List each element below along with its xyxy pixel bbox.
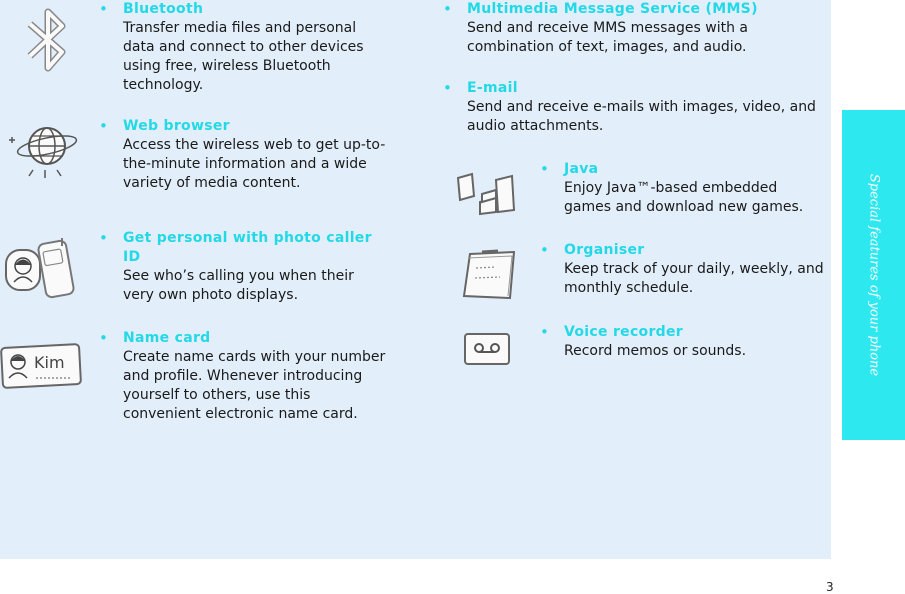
- side-tab-label: Special features of your phone: [866, 173, 881, 377]
- bullet: •: [99, 329, 108, 347]
- bullet: •: [99, 229, 108, 247]
- bullet: •: [540, 160, 549, 178]
- feature-description: Keep track of your daily, weekly, and monthly schedule.: [564, 261, 824, 296]
- feature-bluetooth: [99, 0, 388, 95]
- feature-title: Bluetooth: [123, 1, 204, 17]
- feature-email: [443, 79, 822, 136]
- globe-icon: [5, 122, 80, 186]
- feature-photo-caller-id: [99, 229, 388, 305]
- feature-mms: [443, 0, 822, 57]
- bullet: •: [443, 79, 452, 97]
- name-card-text: Kim: [34, 353, 65, 372]
- bullet: •: [443, 0, 452, 18]
- feature-title: Web browser: [123, 118, 230, 134]
- organiser-icon: [460, 246, 522, 306]
- feature-description: Send and receive e-mails with images, video, and audio attachments.: [467, 99, 816, 134]
- feature-voice-recorder: [540, 323, 826, 361]
- feature-web-browser: [99, 117, 388, 193]
- side-tab: [842, 110, 905, 440]
- feature-description: Enjoy Java™-based embedded games and download new games.: [564, 180, 804, 215]
- photo-caller-id-icon: [4, 236, 80, 306]
- feature-name-card: [99, 329, 388, 424]
- feature-description: Send and receive MMS messages with a combination of text, images, and audio.: [467, 20, 748, 55]
- feature-organiser: [540, 241, 826, 298]
- feature-description: See who’s calling you when their very own photo displays.: [123, 268, 354, 303]
- feature-title: Organiser: [564, 242, 645, 258]
- feature-title: Get personal with photo caller ID: [123, 230, 372, 265]
- feature-description: Record memos or sounds.: [564, 343, 747, 359]
- feature-title: Name card: [123, 330, 211, 346]
- bullet: •: [99, 0, 108, 18]
- bullet: •: [540, 323, 549, 341]
- feature-title: Multimedia Message Service (MMS): [467, 1, 758, 17]
- bluetooth-icon: [18, 6, 78, 80]
- feature-description: Transfer media files and personal data and connect to other devices using free, wireless Bluetooth technology.: [123, 20, 364, 93]
- feature-title: Voice recorder: [564, 324, 683, 340]
- feature-title: E-mail: [467, 80, 518, 96]
- feature-description: Access the wireless web to get up-to-the-minute information and a wide variety of media content.: [123, 137, 386, 191]
- page-number: 3: [826, 580, 834, 594]
- bullet: •: [99, 117, 108, 135]
- feature-description: Create name cards with your number and profile. Whenever introducing yourself to others, use this convenient electronic name card.: [123, 349, 386, 422]
- java-blocks-icon: [452, 168, 518, 222]
- bullet: •: [540, 241, 549, 259]
- voice-recorder-icon: [462, 330, 512, 374]
- feature-java: [540, 160, 826, 217]
- name-card-icon: [0, 340, 85, 396]
- feature-title: Java: [564, 161, 599, 177]
